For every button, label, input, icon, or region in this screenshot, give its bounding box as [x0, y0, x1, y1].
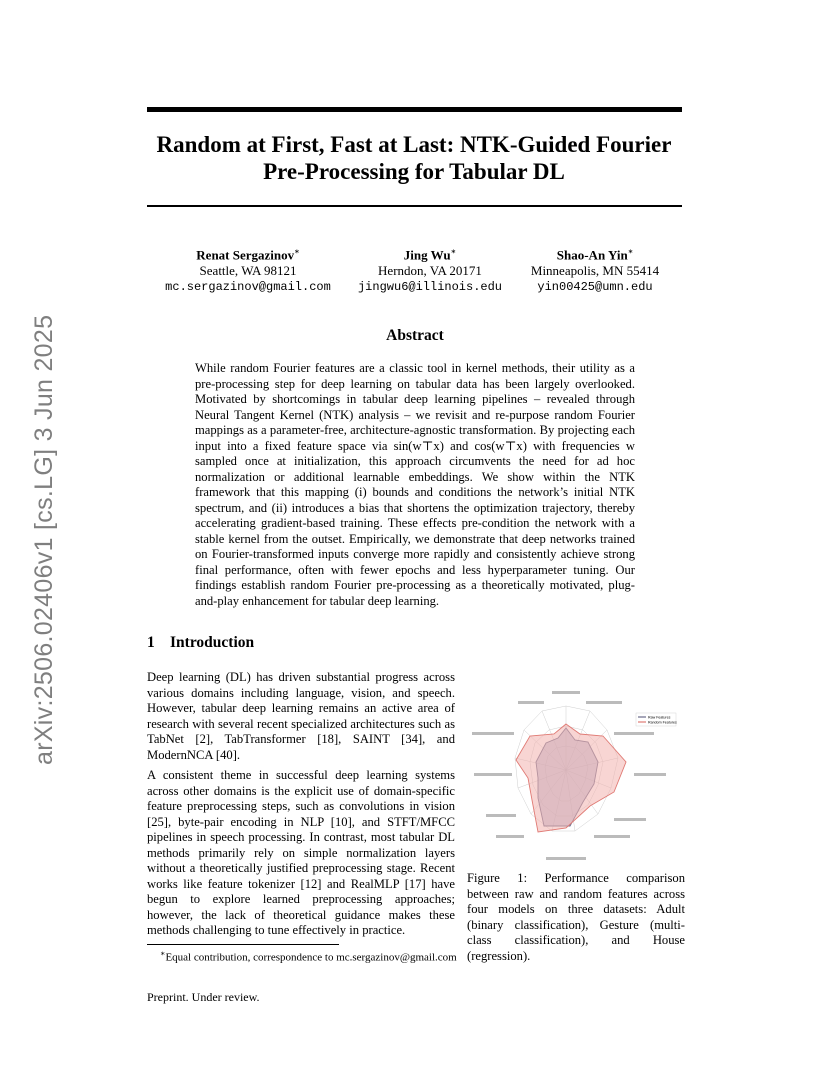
- author-location: Minneapolis, MN 55414: [530, 263, 660, 279]
- intro-paragraph-1: Deep learning (DL) has driven substantial progress across various domains including language, vision, and speech. However, tabular deep learning remains an active area of research with several recent specialized architectures such as TabNet [2], TabTransformer [18], SAINT [34], and ModernNCA [40].: [147, 670, 455, 762]
- author-location: Herndon, VA 20171: [378, 263, 482, 279]
- author-name: Shao-An Yin: [556, 247, 628, 263]
- section-heading: [147, 634, 254, 652]
- author-name: Jing Wu: [403, 247, 451, 263]
- intro-paragraph-2: A consistent theme in successful deep learning systems across other domains is the explicit use of domain-specific feature preprocessing steps, such as convolutions in vision [25], byte-pair encoding in NLP [10], and STFT/MFCC pipelines in speech processing. In contrast, most tabular DL methods primarily rely on simple normalization layers without a theoretically justified preprocessing stage. Recent works like feature tokenizer [12] and RealMLP [17] have begun to explore learned preprocessing approaches; however, the lack of theoretical guidance makes these methods challenging to tune effectively in practice.: [147, 768, 455, 937]
- title-top-rule: [147, 107, 682, 112]
- random-series: [516, 724, 626, 832]
- figure-caption: Figure 1: Performance comparison between raw and random features across four models on three datasets: Adult (binary classification), Gesture (multi-class classification), and House (regression).: [467, 871, 685, 963]
- footnote-rule: [147, 944, 339, 945]
- footnote-text: Equal contribution, correspondence to mc.sergazinov@gmail.com: [165, 951, 457, 964]
- abstract-heading: Abstract: [386, 327, 444, 344]
- preprint-status: Preprint. Under review.: [147, 990, 260, 1004]
- paper-title: [130, 131, 698, 185]
- author-email[interactable]: jingwu6@illinois.edu: [357, 280, 503, 295]
- footnote-mark: ∗: [160, 949, 166, 958]
- title-line-1: Random at First, Fast at Last: NTK-Guided Fourier: [156, 132, 672, 157]
- author-mark: ∗: [450, 247, 457, 256]
- author-name: Renat Sergazinov: [196, 247, 295, 263]
- author-email[interactable]: mc.sergazinov@gmail.com: [165, 280, 331, 295]
- author-mark: ∗: [294, 247, 300, 256]
- legend-raw-label: Raw Features: [648, 715, 671, 720]
- figure-radar-chart: [466, 688, 686, 866]
- legend-random-label: Random Features: [648, 720, 677, 725]
- title-bottom-rule: [147, 205, 682, 207]
- author-location: Seattle, WA 98121: [199, 263, 297, 279]
- figure-legend: [636, 713, 677, 726]
- section-title: Introduction: [170, 634, 255, 651]
- author-3: [480, 244, 710, 295]
- arxiv-watermark: arXiv:2506.02406v1 [cs.LG] 3 Jun 2025: [30, 314, 58, 765]
- footnote: [160, 947, 660, 965]
- title-line-2: Pre-Processing for Tabular DL: [263, 159, 565, 184]
- author-email[interactable]: yin00425@umn.edu: [537, 280, 653, 295]
- abstract-text: While random Fourier features are a classic tool in kernel methods, their utility as a pre-processing step for deep learning on tabular data has been largely overlooked. Motivated by shortcomings in tabular deep learning pipelines – revealed through Neural Tangent Kernel (NTK) analysis – we revisit and re-purpose random Fourier mappings as a parameter-free, architecture-agnostic transformation. By projecting each input into a fixed feature space via sin(w⊤x) and cos(w⊤x) with frequencies w sampled once at initialization, this approach circumvents the need for ad hoc normalization or additional learnable embeddings. We show within the NTK framework that this mapping (i) bounds and conditions the network’s initial NTK spectrum, and (ii) introduces a bias that shortens the optimization trajectory, thereby accelerating gradient-based training. These effects pre-condition the network with a stable kernel from the outset. Empirically, we demonstrate that deep networks trained on Fourier-transformed inputs converge more rapidly and consistently achieve strong final performance, often with fewer epochs and less hyperparameter tuning. Our findings establish random Fourier pre-processing as a theoretically motivated, plug-and-play enhancement for tabular deep learning.: [195, 361, 635, 608]
- author-mark: ∗: [627, 247, 634, 256]
- section-number: 1: [147, 634, 155, 651]
